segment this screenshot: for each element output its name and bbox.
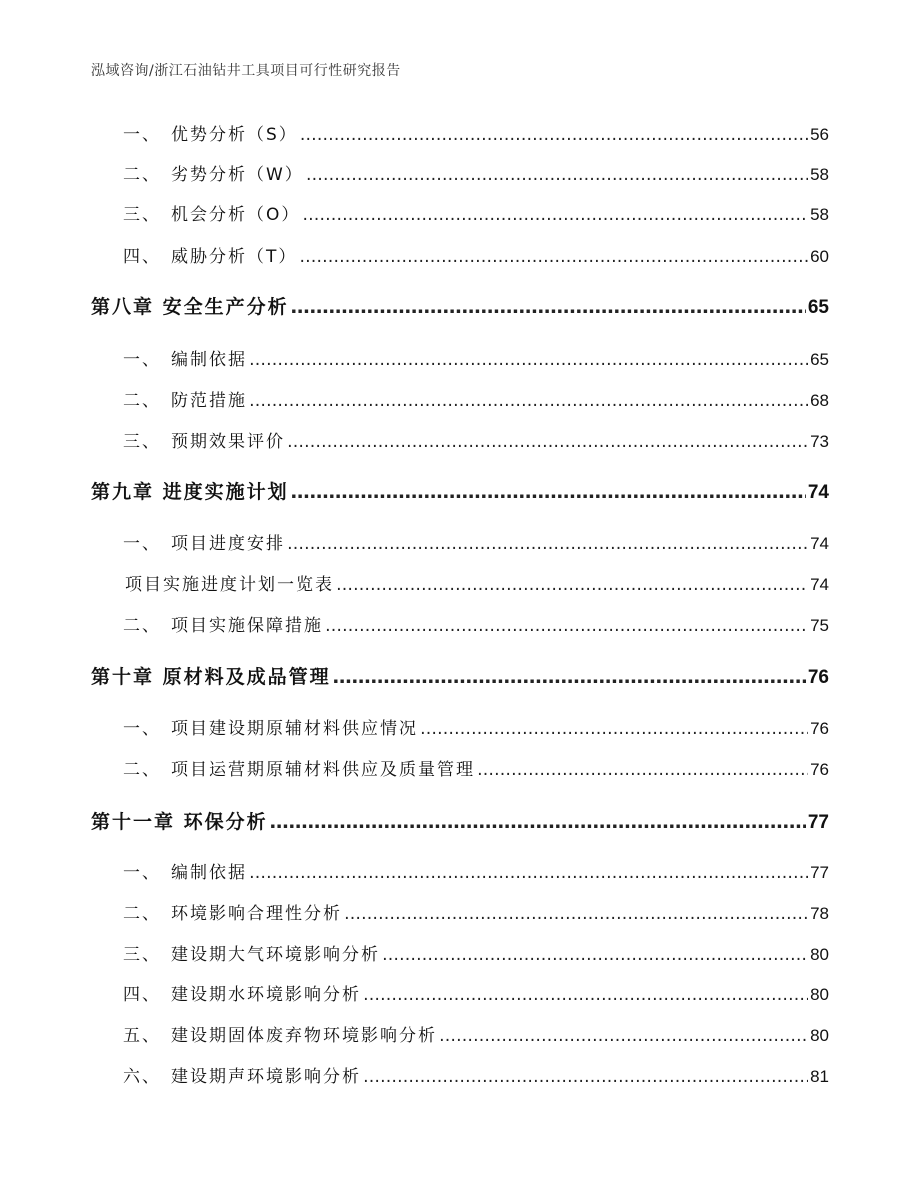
- toc-section-entry[interactable]: [91, 345, 829, 375]
- toc-entry-title: 第十章 原材料及成品管理: [91, 666, 331, 688]
- toc-entry-label: [91, 427, 285, 452]
- toc-chapter-entry[interactable]: [91, 292, 829, 322]
- toc-entry-number: 五、: [123, 1026, 161, 1046]
- toc-page-number: 81: [810, 1067, 829, 1086]
- toc-entry-number: 四、: [123, 985, 161, 1005]
- toc-entry-label: [91, 1062, 361, 1087]
- toc-dot-leader: [287, 534, 808, 554]
- toc-page-number: 58: [810, 205, 829, 224]
- toc-entry-title: 项目建设期原辅材料供应情况: [171, 719, 418, 739]
- toc-entry-label: [91, 160, 304, 185]
- toc-dot-leader: [299, 247, 808, 267]
- toc-page-number: 77: [807, 812, 829, 833]
- toc-entry-title: 防范措施: [171, 391, 247, 411]
- toc-dot-leader: [439, 1026, 808, 1046]
- toc-dot-leader: [477, 760, 808, 780]
- toc-page-number: 74: [810, 575, 829, 594]
- toc-entry-label: [91, 386, 247, 411]
- toc-section-entry[interactable]: [91, 120, 829, 150]
- toc-dot-leader: [336, 575, 808, 595]
- toc-page-number: 75: [810, 616, 829, 635]
- toc-page-number: 80: [810, 985, 829, 1004]
- toc-dot-leader: [270, 811, 806, 833]
- toc-page-number: 76: [810, 719, 829, 738]
- toc-section-entry[interactable]: [91, 611, 829, 641]
- toc-page-number: 74: [810, 534, 829, 553]
- toc-entry-label: [91, 120, 298, 145]
- toc-entry-title: 威胁分析（T）: [171, 247, 298, 267]
- toc-entry-title: 项目实施保障措施: [171, 616, 323, 636]
- toc-entry-title: 第十一章 环保分析: [91, 811, 268, 833]
- toc-section-entry[interactable]: [91, 160, 829, 190]
- toc-entry-number: 二、: [123, 391, 161, 411]
- toc-dot-leader: [249, 391, 808, 411]
- toc-page-number: 74: [807, 482, 829, 503]
- toc-section-entry[interactable]: [91, 570, 829, 600]
- toc-page-number: 65: [810, 350, 829, 369]
- toc-entry-title: 劣势分析（W）: [171, 165, 304, 185]
- toc-entry-label: [91, 662, 331, 689]
- toc-entry-title: 项目实施进度计划一览表: [125, 575, 334, 595]
- toc-page-number: 80: [810, 1026, 829, 1045]
- toc-section-entry[interactable]: [91, 755, 829, 785]
- toc-entry-number: 二、: [123, 904, 161, 924]
- toc-page-number: 76: [810, 760, 829, 779]
- toc-dot-leader: [291, 481, 806, 503]
- toc-entry-label: [91, 714, 418, 739]
- toc-section-entry[interactable]: [91, 427, 829, 457]
- toc-entry-label: [91, 200, 300, 225]
- toc-section-entry[interactable]: [91, 386, 829, 416]
- toc-entry-label: [91, 980, 361, 1005]
- toc-dot-leader: [249, 863, 808, 883]
- toc-section-entry[interactable]: [91, 714, 829, 744]
- toc-dot-leader: [420, 719, 808, 739]
- toc-entry-label: [91, 755, 475, 780]
- toc-entry-number: 一、: [123, 863, 161, 883]
- toc-entry-number: 二、: [123, 165, 161, 185]
- toc-page-number: 80: [810, 945, 829, 964]
- toc-dot-leader: [325, 616, 808, 636]
- toc-section-entry[interactable]: [91, 858, 829, 888]
- toc-entry-label: [91, 570, 334, 595]
- toc-dot-leader: [306, 165, 808, 185]
- toc-entry-number: 一、: [123, 719, 161, 739]
- toc-entry-number: 三、: [123, 432, 161, 452]
- toc-dot-leader: [363, 1067, 808, 1087]
- toc-page-number: 65: [807, 297, 829, 318]
- toc-entry-number: 二、: [123, 760, 161, 780]
- toc-section-entry[interactable]: [91, 980, 829, 1010]
- toc-section-entry[interactable]: [91, 1021, 829, 1051]
- toc-entry-label: [91, 292, 289, 319]
- toc-entry-label: [91, 242, 297, 267]
- toc-entry-title: 项目进度安排: [171, 534, 285, 554]
- toc-section-entry[interactable]: [91, 200, 829, 230]
- toc-page-number: 76: [807, 667, 829, 688]
- toc-chapter-entry[interactable]: [91, 807, 829, 837]
- toc-entry-title: 预期效果评价: [171, 432, 285, 452]
- toc-entry-title: 编制依据: [171, 350, 247, 370]
- toc-entry-title: 优势分析（S）: [171, 125, 298, 145]
- toc-section-entry[interactable]: [91, 1062, 829, 1092]
- toc-entry-number: 一、: [123, 350, 161, 370]
- toc-entry-number: 四、: [123, 247, 161, 267]
- toc-dot-leader: [302, 205, 808, 225]
- toc-entry-title: 第八章 安全生产分析: [91, 296, 289, 318]
- toc-entry-number: 一、: [123, 534, 161, 554]
- toc-entry-number: 六、: [123, 1067, 161, 1087]
- toc-entry-title: 第九章 进度实施计划: [91, 481, 289, 503]
- toc-entry-title: 编制依据: [171, 863, 247, 883]
- toc-entry-number: 二、: [123, 616, 161, 636]
- toc-entry-title: 建设期固体废弃物环境影响分析: [171, 1026, 437, 1046]
- toc-page-number: 58: [810, 165, 829, 184]
- toc-chapter-entry[interactable]: [91, 477, 829, 507]
- toc-entry-title: 环境影响合理性分析: [171, 904, 342, 924]
- toc-entry-number: 三、: [123, 205, 161, 225]
- toc-page-number: 78: [810, 904, 829, 923]
- toc-entry-label: [91, 529, 285, 554]
- toc-dot-leader: [333, 666, 806, 688]
- toc-entry-title: 建设期水环境影响分析: [171, 985, 361, 1005]
- toc-page-number: 60: [810, 247, 829, 266]
- toc-section-entry[interactable]: [91, 529, 829, 559]
- toc-dot-leader: [363, 985, 808, 1005]
- toc-entry-title: 项目运营期原辅材料供应及质量管理: [171, 760, 475, 780]
- toc-dot-leader: [300, 125, 808, 145]
- toc-dot-leader: [344, 904, 808, 924]
- toc-entry-label: [91, 345, 247, 370]
- toc-entry-title: 建设期声环境影响分析: [171, 1067, 361, 1087]
- toc-page-number: 68: [810, 391, 829, 410]
- running-header: 泓域咨询/浙江石油钻井工具项目可行性研究报告: [91, 63, 401, 79]
- toc-page-number: 77: [810, 863, 829, 882]
- toc-section-entry[interactable]: [91, 940, 829, 970]
- toc-entry-number: 一、: [123, 125, 161, 145]
- toc-entry-label: [91, 477, 289, 504]
- toc-entry-label: [91, 611, 323, 636]
- toc-section-entry[interactable]: [91, 899, 829, 929]
- toc-entry-title: 机会分析（O）: [171, 205, 301, 225]
- toc-dot-leader: [291, 296, 806, 318]
- toc-entry-title: 建设期大气环境影响分析: [171, 945, 380, 965]
- toc-entry-label: [91, 940, 380, 965]
- toc-entry-label: [91, 1021, 437, 1046]
- toc-dot-leader: [249, 350, 808, 370]
- toc-entry-number: 三、: [123, 945, 161, 965]
- toc-entry-label: [91, 899, 342, 924]
- toc-section-entry[interactable]: [91, 242, 829, 272]
- toc-page-number: 73: [810, 432, 829, 451]
- toc-page-number: 56: [810, 125, 829, 144]
- toc-entry-label: [91, 807, 268, 834]
- toc-chapter-entry[interactable]: [91, 662, 829, 692]
- toc-dot-leader: [287, 432, 808, 452]
- toc-dot-leader: [382, 945, 808, 965]
- toc-entry-label: [91, 858, 247, 883]
